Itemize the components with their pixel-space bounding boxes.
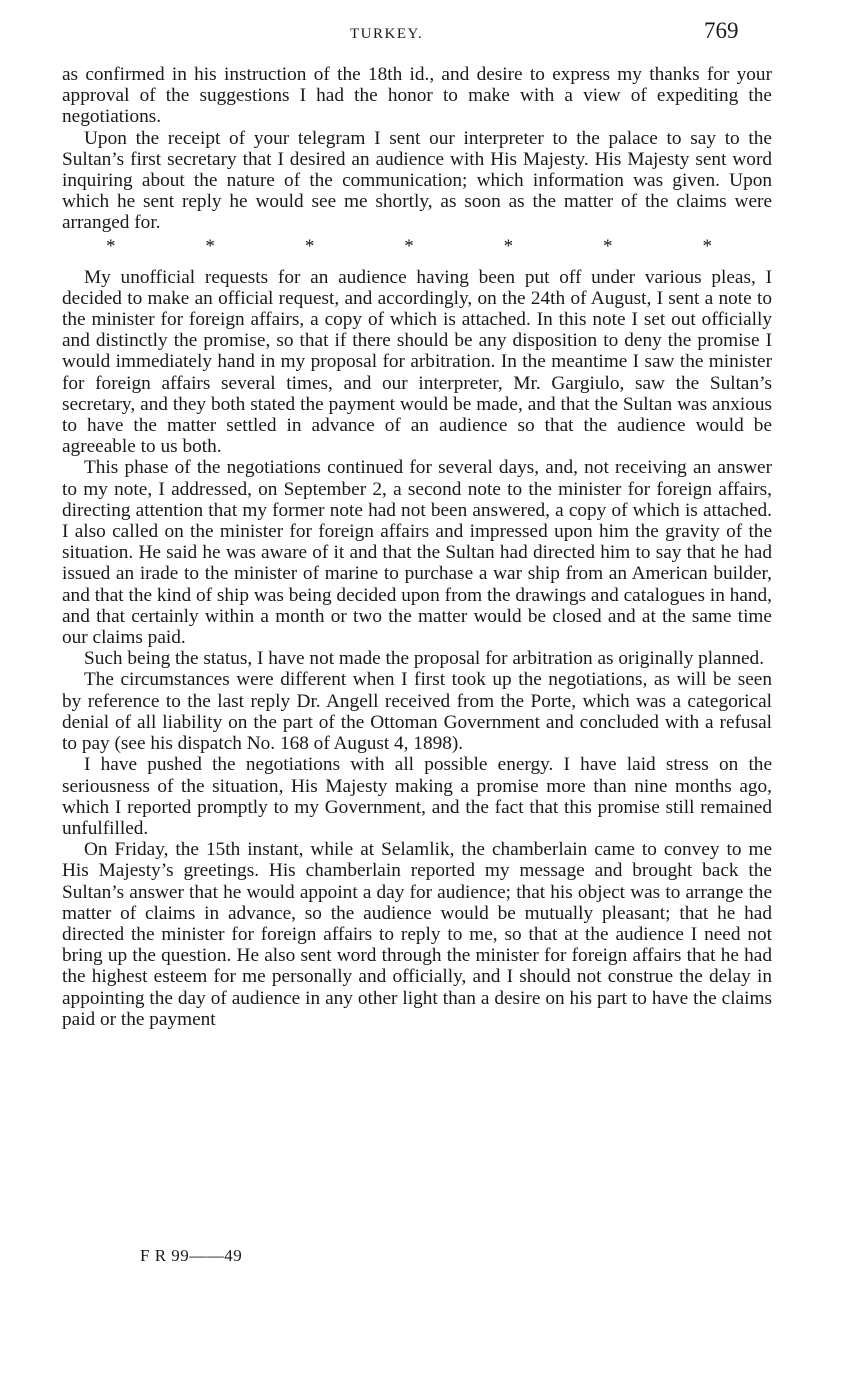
asterisk: * [603, 235, 613, 257]
asterisk: * [702, 235, 712, 257]
section-break-asterisks [62, 234, 772, 258]
body-text [62, 64, 772, 1030]
paragraph: The circumstances were different when I first took up the negotiations, as will be seen by reference to the last reply Dr. Angell received from the Porte, which was a categorical denial of all liability on the part of the Ottoman Government and concluded with a refusal to pay (see his dispatch No. 168 of August 4, 1898). [62, 669, 772, 755]
paragraph: as confirmed in his instruction of the 18th id., and desire to express my thanks for your approval of the suggestions I had the honor to make with a view of expediting the negotiations. [62, 64, 772, 128]
paragraph: This phase of the negotiations continued for several days, and, not receiving an answer to my note, I addressed, on September 2, a second note to the minister for foreign affairs, directing attention that my former note had not been answered, a copy of which is attached. I also called on the minister for foreign affairs and impressed upon him the gravity of the situation. He said he was aware of it and that the Sultan had directed him to say that he had issued an irade to the minister of marine to purchase a war ship from an American builder, and that the kind of ship was being decided upon from the drawings and catalogues in hand, and that certainly within a month or two the matter would be closed and at the same time our claims paid. [62, 457, 772, 649]
running-head [0, 18, 856, 54]
paragraph: My unofficial requests for an audience having been put off under various pleas, I decided to make an official request, and accordingly, on the 24th of August, I sent a note to the minister for foreign affairs, a copy of which is attached. In this note I set out officially and distinctly the promise, so that if there should be any disposition to deny the promise I would immediately hand in my proposal for arbitration. In the meantime I saw the minister for foreign affairs several times, and our interpreter, Mr. Gargiulo, saw the Sultan’s secretary, and they both stated the payment would be made, and that the Sultan was anxious to have the matter settled in advance of an audience so that the audience would be agreeable to us both. [62, 266, 772, 458]
asterisk: * [404, 235, 414, 257]
asterisk: * [205, 235, 215, 257]
asterisk: * [503, 235, 514, 257]
section-title: TURKEY. [350, 26, 424, 42]
asterisk: * [304, 235, 315, 257]
paragraph: I have pushed the negotiations with all possible energy. I have laid stress on the seriousness of the situation, His Majesty making a promise more than nine months ago, which I reported promptly to my Government, and the fact that this promise still remained unfulfilled. [62, 754, 772, 839]
paragraph: Upon the receipt of your telegram I sent our interpreter to the palace to say to the Sultan’s first secretary that I desired an audience with His Majesty. His Majesty sent word inquiring about the nature of the communication; which information was given. Upon which he sent reply he would see me shortly, as soon as the matter of the claims were arranged for. [62, 127, 772, 234]
paragraph: On Friday, the 15th instant, while at Selamlik, the chamberlain came to convey to me His Majesty’s greetings. His chamberlain reported my message and brought back the Sultan’s answer that he would appoint a day for audience; that his object was to arrange the matter of claims in advance, so the audience would be mutually pleasant; that he had directed the minister for foreign affairs to reply to me, so that at the audience I need not bring up the question. He also sent word through the minister for foreign affairs that he had the highest esteem for me personally and officially, and I should not construe the delay in appointing the day of audience in any other light than a desire on his part to have the claims paid or the payment [62, 839, 772, 1030]
printer-signature: F R 99——49 [140, 1246, 243, 1265]
page-number: 769 [704, 18, 739, 43]
paragraph: Such being the status, I have not made the proposal for arbitration as originally planned. [84, 648, 765, 670]
asterisk: * [106, 235, 116, 257]
